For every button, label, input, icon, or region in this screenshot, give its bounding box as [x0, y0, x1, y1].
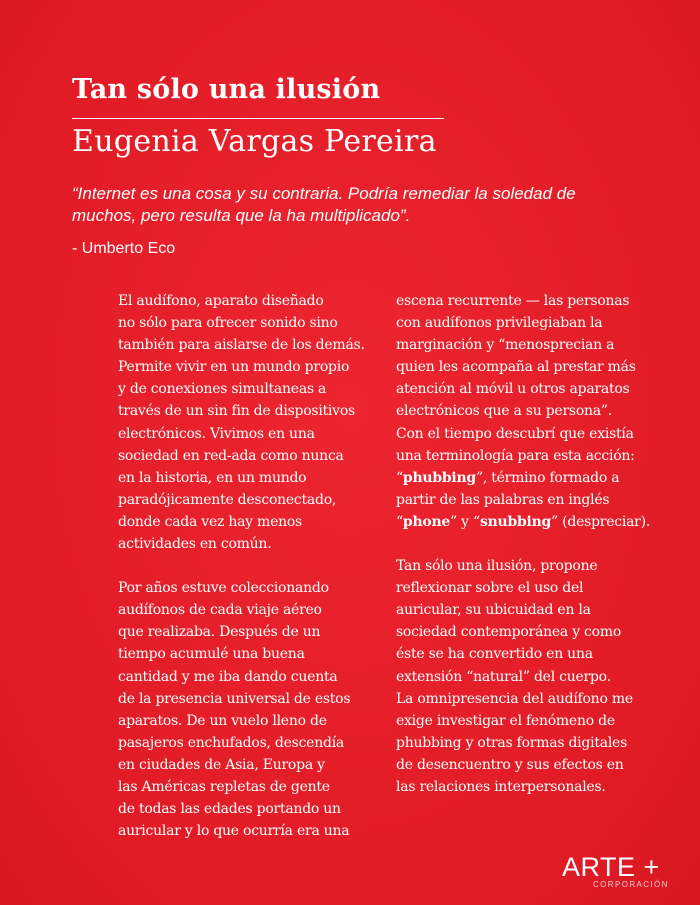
text-line: con audífonos privilegiaban la — [396, 315, 603, 332]
text-line: de todas las edades portando un — [118, 801, 341, 818]
phubbing-term-line — [396, 467, 666, 489]
text-fragment: ” (despreciar). — [551, 513, 651, 530]
author-name: Eugenia Vargas Pereira — [72, 124, 437, 159]
text-fragment: ” y “ — [450, 513, 480, 530]
term-snubbing: snubbing — [479, 513, 552, 530]
page-title: Tan sólo una ilusión — [72, 74, 381, 105]
quote-line: “Internet es una cosa y su contraria. Podría remediar la soledad de — [72, 184, 576, 203]
publisher-logo — [562, 852, 669, 892]
text-line: El audífono, aparato diseñado — [118, 293, 324, 309]
text-line: una terminología para esta acción: — [396, 447, 635, 464]
text-line: también para aislarse de los demás. — [118, 337, 365, 354]
body-column-left — [118, 290, 393, 842]
text-line: de la presencia universal de estos — [118, 690, 351, 707]
text-line: escena recurrente — las personas — [396, 293, 630, 309]
text-line: no sólo para ofrecer sonido sino — [118, 315, 338, 332]
text-line: La omnipresencia del audífono me — [396, 690, 633, 707]
text-line: en ciudades de Asia, Europa y — [118, 756, 325, 773]
paragraph-gap — [118, 555, 393, 577]
text-line: donde cada vez hay menos — [118, 513, 302, 530]
text-line: de desencuentro y sus efectos en — [396, 756, 624, 773]
text-line: Tan sólo una ilusión, propone — [396, 558, 598, 575]
text-line: actividades en común. — [118, 536, 272, 553]
text-line: sociedad en red-ada como nunca — [118, 447, 344, 464]
title-divider — [72, 118, 444, 119]
text-line: exige investigar el fenómeno de — [396, 712, 615, 729]
term-phubbing: phubbing — [402, 469, 476, 486]
quote-mark: “ — [396, 469, 403, 486]
text-line: paradójicamente desconectado, — [118, 491, 337, 508]
text-line: en la historia, en un mundo — [118, 469, 307, 486]
text-line: auricular, su ubicuidad en la — [396, 602, 591, 619]
logo-wordmark: ARTE + — [562, 852, 660, 882]
text-line: pasajeros enchufados, descendía — [118, 734, 345, 751]
body-column-right — [396, 290, 666, 798]
text-line: Por años estuve coleccionando — [118, 580, 329, 597]
text-line: marginación y “menosprecian a — [396, 337, 615, 354]
phone-snubbing-line — [396, 511, 666, 533]
text-line: través de un sin fin de dispositivos — [118, 403, 355, 420]
text-line: phubbing y otras formas digitales — [396, 734, 628, 751]
epigraph-quote — [72, 183, 632, 227]
text-line: electrónicos. Vivimos en una — [118, 425, 315, 442]
text-line: sociedad contemporánea y como — [396, 624, 622, 641]
text-line: cantidad y me iba dando cuenta — [118, 668, 338, 685]
text-line: las relaciones interpersonales. — [396, 778, 606, 795]
text-line: partir de las palabras en inglés — [396, 491, 610, 508]
quote-mark: “ — [396, 513, 403, 530]
text-line: atención al móvil u otros aparatos — [396, 381, 630, 398]
text-line: Permite vivir en un mundo propio — [118, 359, 350, 376]
text-line: reflexionar sobre el uso del — [396, 580, 584, 597]
term-phone: phone — [402, 513, 451, 530]
text-line: éste se ha convertido en una — [396, 646, 593, 663]
text-line: y de conexiones simultaneas a — [118, 381, 327, 398]
text-line: Con el tiempo descubrí que existía — [396, 425, 634, 442]
text-line: aparatos. De un vuelo lleno de — [118, 712, 327, 729]
text-line: electrónicos que a su persona”. — [396, 403, 612, 420]
text-line: audífonos de cada viaje aéreo — [118, 602, 322, 619]
quote-line: muchos, pero resulta que la ha multiplicado”. — [72, 206, 411, 225]
text-line: extensión “natural” del cuerpo. — [396, 668, 611, 685]
text-line: auricular y lo que ocurría era una — [118, 823, 350, 840]
text-line: que realizaba. Después de un — [118, 624, 321, 641]
paragraph-gap — [396, 533, 666, 555]
text-line: tiempo acumulé una buena — [118, 646, 305, 663]
logo-subtitle: CORPORACIÓN — [593, 880, 669, 889]
text-line: quien les acompaña al prestar más — [396, 359, 636, 376]
epigraph-attribution: - Umberto Eco — [72, 240, 176, 257]
text-line: las Américas repletas de gente — [118, 778, 330, 795]
text-fragment: ”, término formado a — [475, 469, 620, 486]
